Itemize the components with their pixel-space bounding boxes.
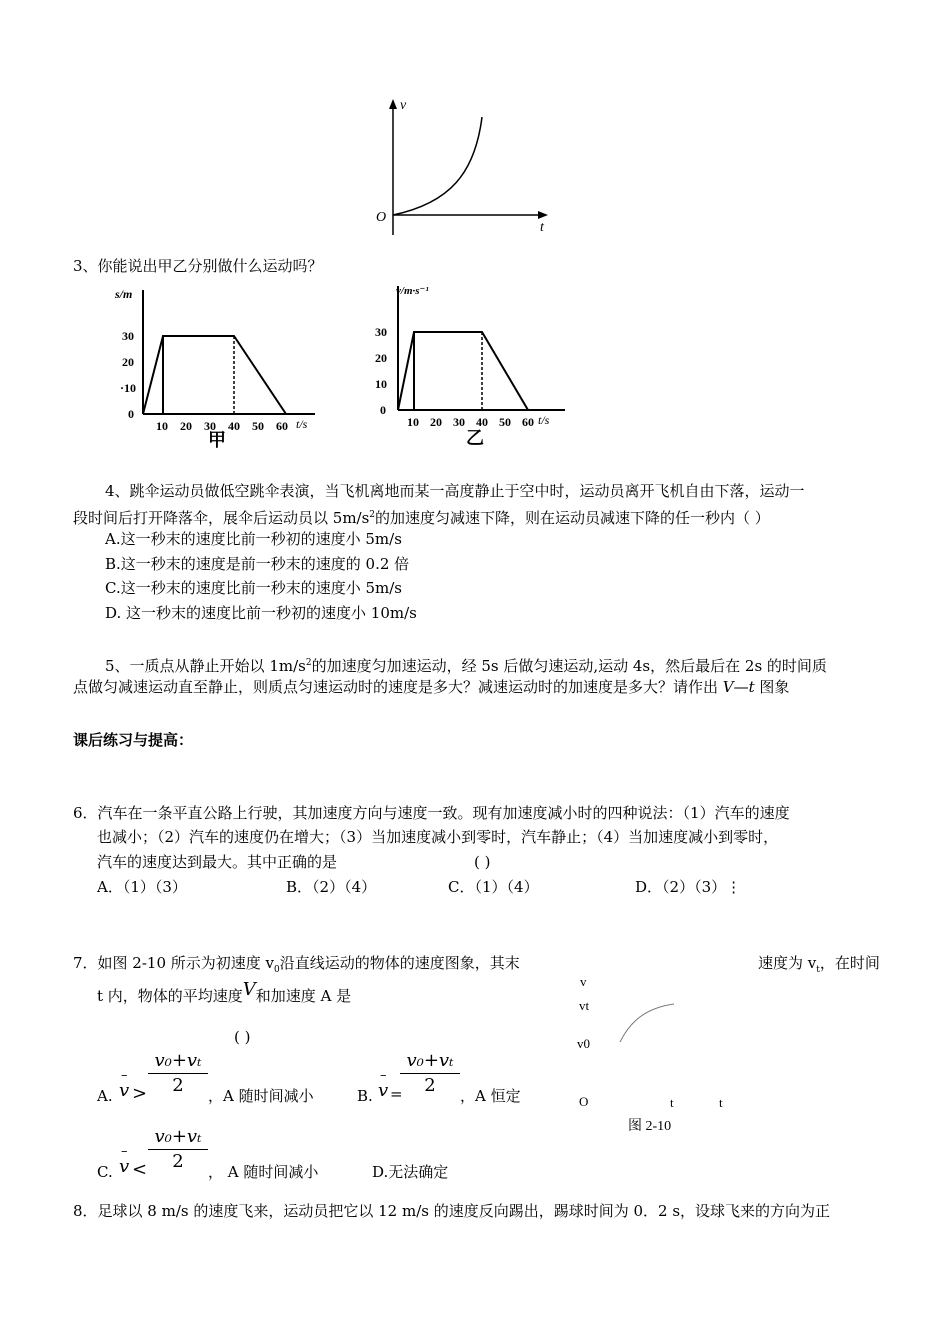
figure-2-10 [570, 970, 740, 1140]
q7-option-a-vbar [119, 1068, 130, 1101]
q7-option-b-vbar [378, 1068, 389, 1101]
q4-option-a: A.这一秒末的速度比前一秒初的速度小 5m/s [105, 530, 402, 548]
yi-xlabel: t/s [538, 413, 550, 427]
q4-option-d: D. 这一秒末的速度比前一秒初的速度小 10m/s [105, 604, 417, 622]
q7-option-a-denominator: 2 [172, 1075, 184, 1096]
q7-option-a-tail: ，A 随时间减小 [208, 1087, 314, 1105]
yi-xtick: 30 [453, 415, 465, 429]
jia-xtick: 30 [204, 419, 216, 433]
q4-line1: 4、跳伞运动员做低空跳伞表演，当飞机离地而某一高度静止于空中时，运动员离开飞机自由下落，运动一 [105, 482, 805, 500]
q5-line1-b: 的加速度匀加速运动，经 5s 后做匀速运动,运动 4s，然后最后在 2s 的时间质 [311, 657, 827, 675]
graph-yi [370, 280, 580, 450]
q5-line2-a: 点做匀减速运动直至静止，则质点匀速运动时的速度是多大？减速运动时的加速度是多大？请作出 [73, 678, 723, 696]
q7-option-c-overline: – [121, 1144, 128, 1159]
yi-ytick: 10 [375, 377, 387, 391]
q7-option-a-overline: – [121, 1068, 128, 1083]
q7-line1-a: 7．如图 2-10 所示为初速度 v [73, 954, 275, 972]
q7-mean-v: V [242, 979, 256, 1000]
fig210-vt-label: vt [579, 998, 590, 1013]
q5-line2-b: 图象 [754, 678, 790, 696]
q5-line1-a: 5、一质点从静止开始以 1m/s [105, 657, 306, 675]
fig210-v-label: v [580, 974, 587, 989]
q6-line1: 6．汽车在一条平直公路上行驶，其加速度方向与速度一致。现有加速度减小时的四种说法：（1）汽车的速度 [73, 804, 790, 822]
q4-line2-a: 段时间后打开降落伞，展伞后运动员以 5m/s [73, 509, 370, 527]
q7-line2 [97, 979, 352, 1006]
q7-option-c-label: C. [97, 1163, 113, 1181]
q7-vt-sub: t [816, 965, 820, 975]
q7-option-b-denominator: 2 [424, 1075, 436, 1096]
yi-ylabel: v/m·s⁻¹ [396, 285, 429, 297]
jia-xtick: 20 [180, 419, 192, 433]
q7-option-b-overline: – [380, 1068, 387, 1083]
q7-option-c-vbar [119, 1144, 130, 1177]
q7-option-c-tail: ， A 随时间减小 [208, 1163, 319, 1181]
yi-xtick: 50 [499, 415, 511, 429]
q7-option-a-fraction [148, 1050, 208, 1097]
top-vt-graph [360, 95, 560, 240]
q7-bracket: ( ) [234, 1028, 251, 1046]
q7-line1-right [758, 953, 880, 980]
q5-line2-vt: V—t [722, 678, 755, 696]
yi-caption: 乙 [466, 428, 484, 448]
jia-ylabel: s/m [115, 287, 133, 301]
q7-line1-b: 沿直线运动的物体的速度图象，其末 [279, 954, 520, 972]
q7-option-b-rel: = [390, 1085, 403, 1103]
q6-bracket: ( ) [474, 853, 491, 871]
q7-line1-left [73, 953, 520, 980]
q7-v0-sub: 0 [274, 965, 280, 975]
q7-option-b-fraction [400, 1050, 460, 1097]
yi-xtick: 60 [522, 415, 534, 429]
q4-line2 [73, 505, 770, 528]
q7-option-a-label: A. [97, 1087, 113, 1105]
jia-ytick: ·10 [120, 381, 137, 395]
fig210-v0-label: v0 [577, 1036, 590, 1051]
yi-xtick: 20 [430, 415, 442, 429]
q6-option-b: B．（2）（4） [286, 878, 377, 896]
q4-option-c: C.这一秒末的速度比前一秒末的速度小 5m/s [105, 579, 402, 597]
fig210-o-label: O [579, 1094, 589, 1109]
fig210-t1-label: t [670, 1095, 674, 1110]
yi-xtick: 40 [476, 415, 488, 429]
top-graph-t-label: t [540, 220, 544, 235]
q7-option-b-v: v [378, 1080, 389, 1101]
q7-option-c-rel: < [132, 1159, 148, 1180]
q7-line1-right-a: 速度为 v [758, 954, 817, 972]
section-title: 课后练习与提高： [73, 731, 194, 749]
top-graph-o-label: O [376, 210, 387, 225]
yi-ytick: 0 [380, 403, 386, 417]
q6-option-d: D．（2）（3）⋮ [635, 878, 742, 896]
jia-xtick: 10 [156, 419, 168, 433]
fig210-caption: 图 2-10 [628, 1119, 672, 1134]
fig210-t2-label: t [719, 1095, 723, 1110]
jia-ytick: 0 [128, 407, 134, 421]
yi-ytick: 20 [375, 351, 387, 365]
q6-option-c: C．（1）（4） [448, 878, 539, 896]
q7-line2-b: 和加速度 A 是 [255, 987, 352, 1005]
q7-line2-a: t 内，物体的平均速度 [97, 987, 243, 1005]
jia-xlabel: t/s [296, 417, 308, 431]
q6-line2: 也减小；（2）汽车的速度仍在增大；（3）当加速度减小到零时，汽车静止；（4）当加速度减小到零时， [97, 828, 779, 846]
q7-option-d: D.无法确定 [372, 1163, 449, 1181]
graph-jia [110, 280, 330, 450]
jia-xtick: 60 [276, 419, 288, 433]
jia-ytick: 20 [122, 355, 134, 369]
q5-exponent: 2 [305, 658, 312, 668]
yi-ytick: 30 [375, 325, 387, 339]
q7-option-b-tail: ，A 恒定 [460, 1087, 521, 1105]
top-graph-v-label: v [400, 98, 407, 113]
q4-option-b: B.这一秒末的速度是前一秒末的速度的 0.2 倍 [105, 555, 410, 573]
jia-ytick: 30 [122, 329, 134, 343]
q5-line1 [105, 653, 827, 676]
q8-line1: 8．足球以 8 m/s 的速度飞来，运动员把它以 12 m/s 的速度反向踢出，踢球时间为 0．2 s，设球飞来的方向为正 [73, 1202, 831, 1220]
jia-caption: 甲 [208, 430, 226, 450]
q7-option-b-label: B. [357, 1087, 373, 1105]
q4-exponent: 2 [369, 510, 376, 520]
question-3: 3、你能说出甲乙分别做什么运动吗？ [73, 257, 323, 275]
q7-option-c-v: v [119, 1156, 130, 1177]
q7-option-c-denominator: 2 [172, 1151, 184, 1172]
q7-option-a-rel: > [132, 1083, 148, 1104]
q7-option-c-fraction [148, 1126, 208, 1173]
yi-xtick: 10 [407, 415, 419, 429]
q5-line2 [73, 677, 789, 697]
q7-option-b-numerator: v₀+vₜ [406, 1050, 454, 1071]
jia-xtick: 40 [228, 419, 240, 433]
q7-option-c-numerator: v₀+vₜ [154, 1126, 202, 1147]
q7-option-a-numerator: v₀+vₜ [154, 1050, 202, 1071]
q6-line3: 汽车的速度达到最大。其中正确的是 [97, 853, 338, 871]
q6-option-a: A．（1）（3） [97, 878, 187, 896]
jia-xtick: 50 [252, 419, 264, 433]
q7-option-a-v: v [119, 1080, 130, 1101]
q4-line2-b: 的加速度匀减速下降，则在运动员减速下降的任一秒内（ ） [375, 509, 770, 527]
q7-line1-right-b: ，在时间 [819, 954, 880, 972]
